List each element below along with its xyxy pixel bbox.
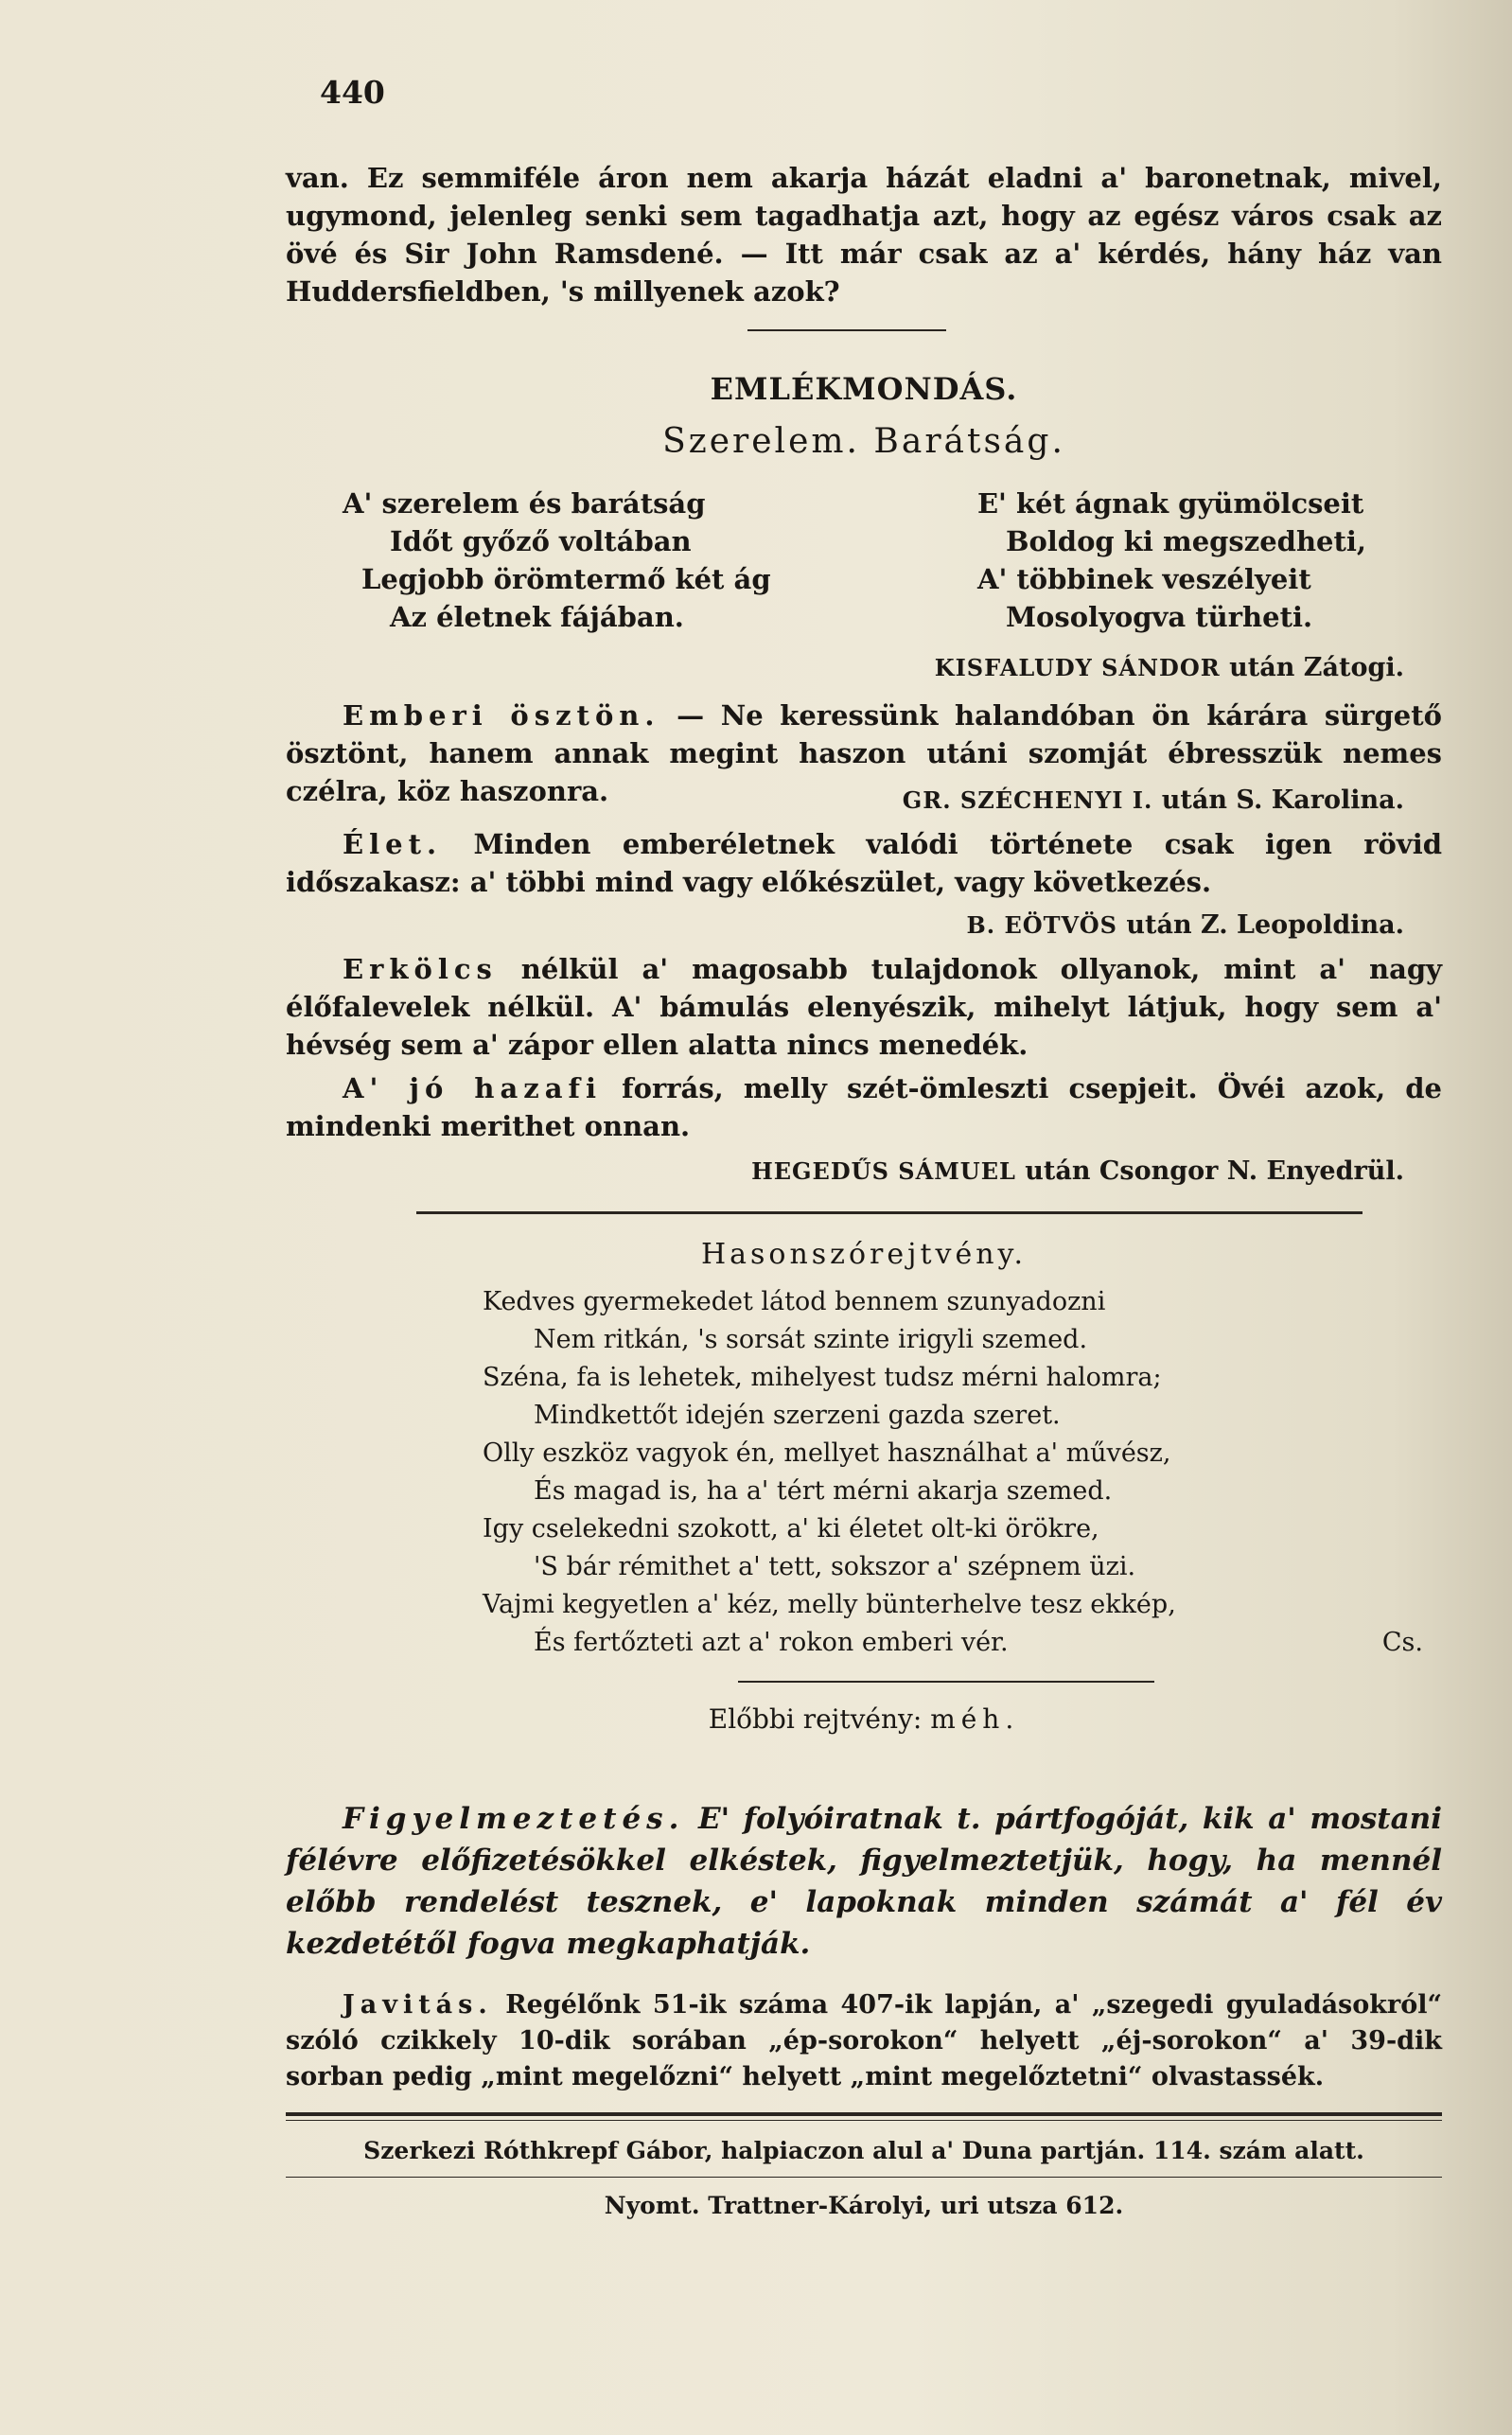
riddle-signature: Cs. (1381, 1628, 1423, 1657)
erratum-paragraph: Javitás. Regélőnk 51-ik száma 407-ik lapján, a' „szegedi gyuladásokról“ szóló czikkely 10-dik sorában „ép-sorokon“ helyett „éj-sorokon“ a' 39-dik sorban pedig „mint megelőzni“ helyett „mint megelőztetni“ olvastassék. (286, 1990, 1442, 2091)
poem-right-stanza (977, 485, 1366, 636)
riddle-line: És magad is, ha a' tért mérni akarja szemed. (534, 1476, 1113, 1506)
maxim-paragraph: Erkölcs nélkül a' magosabb tulajdonok ollyanok, mint a' nagy élőfalevelek nélkül. A' bámulás elenyészik, mihelyt látjuk, hogy sem a' hévség sem a' zápor ellen alatta nincs menedék. (286, 953, 1442, 1061)
footer-rule (286, 2177, 1442, 2178)
footer-rule (286, 2120, 1442, 2121)
poem-line: Mosolyogva türheti. (1005, 601, 1313, 633)
poem-line: Időt győző voltában (390, 525, 692, 557)
poem-line: Az életnek fájában. (390, 601, 684, 633)
footer-editor: Szerkezi Róthkrepf Gábor, halpiaczon alul a' Duna partján. 114. szám alatt. (363, 2137, 1364, 2164)
intro-paragraph: van. Ez semmiféle áron nem akarja házát eladni a' baronetnak, mivel, ugymond, jelenleg senki sem tagadhatja azt, hogy az egész város csak az övé és Sir John Ramsdené. — Itt már csak az a' kérdés, hány ház van Huddersfieldben, 's millyenek azok? (286, 162, 1442, 308)
notice-paragraph: Figyelmeztetés. E' folyóiratnak t. pártfogóját, kik a' mostani félévre előfizetésökkel elkéstek, figyelmeztetjük, hogy, ha mennél előbb rendelést tesznek, e' lapoknak minden számát a' fél év kezdetétől fogva megkaphatják. (286, 1802, 1442, 1961)
footer-printer: Nyomt. Trattner-Károlyi, uri utsza 612. (604, 2192, 1124, 2219)
poem-line: E' két ágnak gyümölcseit (976, 487, 1364, 520)
poem-line: Legjobb örömtermő két ág (361, 563, 771, 595)
maxim-attribution: GR. SZÉCHENYI I. után S. Karolina. (902, 785, 1404, 815)
riddle-line: Igy cselekedni szokott, a' ki életet olt-ki örökre, (483, 1514, 1099, 1544)
riddle-line: Kedves gyermekedet látod bennem szunyadozni (483, 1287, 1106, 1316)
maxim-attribution: B. EÖTVÖS után Z. Leopoldina. (966, 910, 1404, 940)
poem-line: A' többinek veszélyeit (976, 563, 1311, 595)
riddle-line: Mindkettőt idején szerzeni gazda szeret. (534, 1401, 1061, 1430)
riddle-line: Széna, fa is lehetek, mihelyest tudsz mérni halomra; (483, 1363, 1162, 1392)
maxim-paragraph: Élet. Minden emberéletnek valódi története csak igen rövid időszakasz: a' többi mind vagy előkészület, vagy következés. (286, 828, 1442, 898)
riddle-text (286, 1283, 1442, 1662)
riddle-line: És fertőzteti azt a' rokon emberi vér. Cs. (286, 1624, 1442, 1662)
poem-title: Szerelem. Barátság. (662, 422, 1065, 461)
page-number: 440 (320, 74, 385, 111)
riddle-line: Vajmi kegyetlen a' kéz, melly bünterhelve tesz ekkép, (483, 1590, 1176, 1619)
maxim-paragraph: Emberi ösztön. — Ne keressünk halandóban ön kárára sürgető ösztönt, hanem annak megint haszon utáni szomját ébresszük nemes czélra, köz haszonra. (286, 699, 1442, 807)
maxim-attribution: HEGEDŰS SÁMUEL után Csongor N. Enyedrül. (751, 1156, 1404, 1186)
divider (738, 1681, 1154, 1683)
divider (416, 1211, 1363, 1214)
divider (747, 329, 946, 331)
riddle-title: Hasonszórejtvény. (700, 1238, 1028, 1271)
section-title: EMLÉKMONDÁS. (710, 371, 1018, 407)
poem-line: Boldog ki megszedheti, (1005, 525, 1366, 557)
riddle-line: Nem ritkán, 's sorsát szinte irigyli szemed. (534, 1325, 1088, 1354)
poem-line: A' szerelem és barátság (343, 487, 706, 520)
riddle-line: Olly eszköz vagyok én, mellyet használhat a' művész, (483, 1438, 1171, 1468)
previous-riddle: Előbbi rejtvény: méh. (708, 1703, 1020, 1735)
maxim-paragraph: A' jó hazafi forrás, melly szét-ömleszti csepjeit. Övéi azok, de mindenki merithet onnan. (286, 1072, 1442, 1142)
poem-left-stanza (343, 485, 771, 636)
riddle-line: 'S bár rémithet a' tett, sokszor a' szépnem üzi. (534, 1552, 1136, 1581)
poem-attribution: KISFALUDY SÁNDOR után Zátogi. (934, 653, 1404, 682)
footer-rule (286, 2112, 1442, 2116)
poem (286, 485, 1442, 636)
